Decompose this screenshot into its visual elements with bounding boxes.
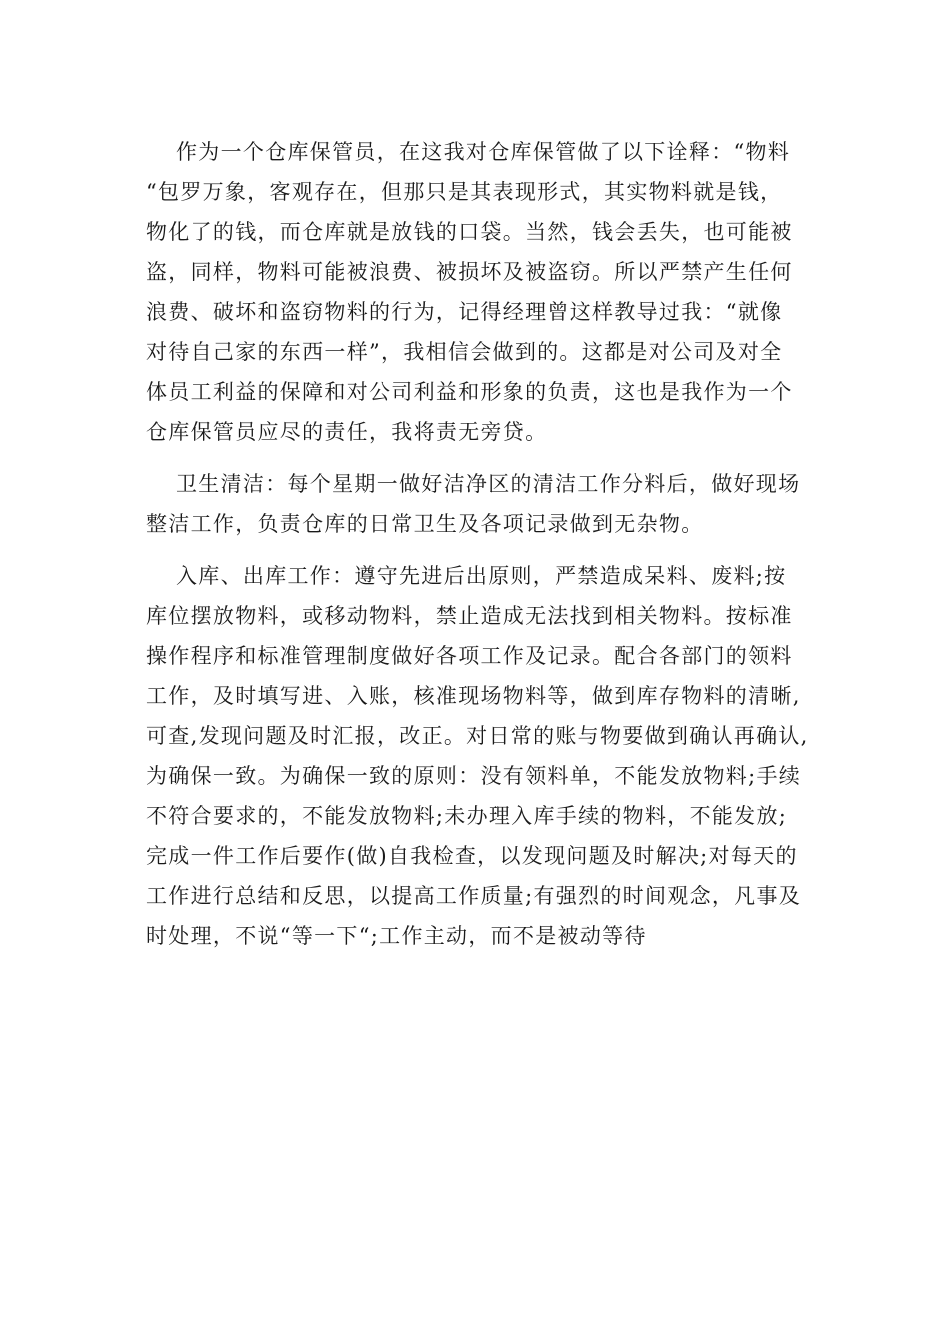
text-line: 浪费、破坏和盗窃物料的行为，记得经理曾这样教导过我：“就像 xyxy=(146,300,783,324)
text-line: 仓库保管员应尽的责任，我将责无旁贷。 xyxy=(146,420,548,444)
paragraph-inbound-outbound xyxy=(146,556,814,956)
text-line: 物化了的钱，而仓库就是放钱的口袋。当然，钱会丢失，也可能被 xyxy=(146,220,793,244)
text-line: 时处理，不说“等一下“;工作主动，而不是被动等待 xyxy=(146,924,647,948)
text-line: 可查,发现问题及时汇报，改正。对日常的账与物要做到确认再确认, xyxy=(146,724,809,748)
text-line: 作为一个仓库保管员，在这我对仓库保管做了以下诠释：“物料 xyxy=(176,140,791,164)
text-line: 对待自己家的东西一样”，我相信会做到的。这都是对公司及对全 xyxy=(146,340,783,364)
text-line: 工作，及时填写进、入账，核准现场物料等，做到库存物料的清晰, xyxy=(146,684,801,708)
text-line: 体员工利益的保障和对公司利益和形象的负责，这也是我作为一个 xyxy=(146,380,793,404)
text-line: “包罗万象，客观存在，但那只是其表现形式，其实物料就是钱， xyxy=(146,180,783,204)
document-body xyxy=(146,132,814,968)
text-line: 库位摆放物料，或移动物料，禁止造成无法找到相关物料。按标准 xyxy=(146,604,793,628)
paragraph-warehouse-keeper xyxy=(146,132,814,452)
text-line: 完成一件工作后要作(做)自我检查，以发现问题及时解决;对每天的 xyxy=(146,844,798,868)
text-line: 为确保一致。为确保一致的原则：没有领料单，不能发放物料;手续 xyxy=(146,764,802,788)
text-line: 工作进行总结和反思，以提高工作质量;有强烈的时间观念，凡事及 xyxy=(146,884,802,908)
text-line: 入库、出库工作：遵守先进后出原则，严禁造成呆料、废料;按 xyxy=(176,564,787,588)
text-line: 盗，同样，物料可能被浪费、被损坏及被盗窃。所以严禁产生任何 xyxy=(146,260,793,284)
text-line: 卫生清洁：每个星期一做好洁净区的清洁工作分料后，做好现场 xyxy=(176,472,801,496)
paragraph-hygiene-cleaning xyxy=(146,464,814,544)
text-line: 操作程序和标准管理制度做好各项工作及记录。配合各部门的领料 xyxy=(146,644,793,668)
text-line: 不符合要求的，不能发放物料;未办理入库手续的物料，不能发放; xyxy=(146,804,788,828)
text-line: 整洁工作，负责仓库的日常卫生及各项记录做到无杂物。 xyxy=(146,512,704,536)
